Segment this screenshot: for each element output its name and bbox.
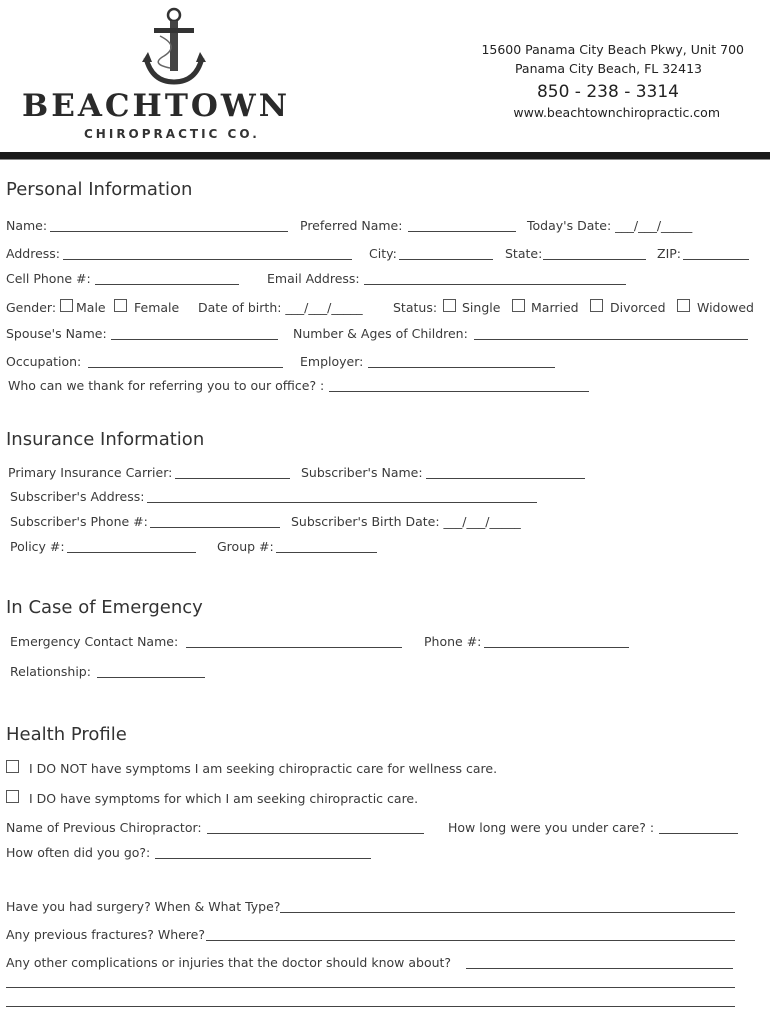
- section-title-personal: Personal Information: [6, 179, 193, 200]
- insurance-carrier-label: Primary Insurance Carrier:: [8, 465, 173, 480]
- subscriber-name-field[interactable]: [426, 478, 585, 479]
- subscriber-address-field[interactable]: [147, 502, 537, 503]
- symptoms-checkbox[interactable]: [6, 790, 19, 803]
- todays-date-field[interactable]: Today's Date: ___/___/_____: [527, 218, 693, 233]
- relationship-label: Relationship:: [10, 664, 91, 679]
- header-divider-thin: [0, 159, 770, 160]
- clinic-address-line1: 15600 Panama City Beach Pkwy, Unit 700: [481, 42, 744, 57]
- cell-phone-label: Cell Phone #:: [6, 271, 91, 286]
- policy-field[interactable]: [67, 552, 196, 553]
- previous-chiropractor-label: Name of Previous Chiropractor:: [6, 820, 202, 835]
- no-symptoms-checkbox[interactable]: [6, 760, 19, 773]
- care-duration-label: How long were you under care? :: [448, 820, 655, 835]
- gender-female-checkbox[interactable]: [114, 299, 127, 312]
- gender-label: Gender:: [6, 300, 57, 315]
- status-single-checkbox[interactable]: [443, 299, 456, 312]
- policy-label: Policy #:: [10, 539, 65, 554]
- gender-female-label: Female: [134, 300, 180, 315]
- status-widowed-label: Widowed: [697, 300, 754, 315]
- preferred-name-label: Preferred Name:: [300, 218, 403, 233]
- gender-male-checkbox[interactable]: [60, 299, 73, 312]
- status-married-checkbox[interactable]: [512, 299, 525, 312]
- zip-field[interactable]: [683, 259, 749, 260]
- employer-label: Employer:: [300, 354, 364, 369]
- employer-field[interactable]: [368, 367, 555, 368]
- surgery-field[interactable]: [280, 912, 735, 913]
- visit-frequency-field[interactable]: [155, 858, 371, 859]
- group-field[interactable]: [276, 552, 377, 553]
- gender-male-label: Male: [76, 300, 106, 315]
- status-divorced-label: Divorced: [610, 300, 666, 315]
- status-married-label: Married: [531, 300, 579, 315]
- status-label: Status:: [393, 300, 438, 315]
- complications-field-line2[interactable]: [6, 987, 735, 988]
- address-field[interactable]: [63, 259, 352, 260]
- status-widowed-checkbox[interactable]: [677, 299, 690, 312]
- occupation-field[interactable]: [88, 367, 283, 368]
- preferred-name-field[interactable]: [408, 231, 516, 232]
- clinic-phone: 850 - 238 - 3314: [536, 82, 679, 102]
- complications-field[interactable]: [466, 968, 733, 969]
- subscriber-birth-date-field[interactable]: Subscriber's Birth Date: ___/___/_____: [291, 514, 521, 529]
- spouse-name-field[interactable]: [111, 339, 278, 340]
- clinic-address-line2: Panama City Beach, FL 32413: [514, 61, 702, 76]
- section-title-health: Health Profile: [6, 724, 127, 745]
- state-field[interactable]: [543, 259, 646, 260]
- emergency-contact-label: Emergency Contact Name:: [10, 634, 179, 649]
- symptoms-label: I DO have symptoms for which I am seeking chiropractic care.: [29, 791, 419, 806]
- emergency-phone-label: Phone #:: [424, 634, 482, 649]
- referral-label: Who can we thank for referring you to our office? :: [8, 378, 325, 393]
- name-label: Name:: [6, 218, 48, 233]
- subscriber-phone-label: Subscriber's Phone #:: [10, 514, 148, 529]
- emergency-phone-field[interactable]: [484, 647, 629, 648]
- subscriber-phone-field[interactable]: [150, 527, 280, 528]
- logo-wordmark: BEACHTOWN: [22, 88, 291, 124]
- care-duration-field[interactable]: [659, 833, 738, 834]
- anchor-logo-icon: [140, 6, 210, 88]
- subscriber-name-label: Subscriber's Name:: [301, 465, 423, 480]
- fractures-field[interactable]: [206, 940, 735, 941]
- occupation-label: Occupation:: [6, 354, 82, 369]
- city-label: City:: [369, 246, 397, 261]
- cell-phone-field[interactable]: [95, 284, 239, 285]
- name-field[interactable]: [50, 231, 288, 232]
- address-label: Address:: [6, 246, 60, 261]
- email-label: Email Address:: [267, 271, 360, 286]
- complications-field-line3[interactable]: [6, 1006, 735, 1007]
- children-field[interactable]: [474, 339, 748, 340]
- spouse-name-label: Spouse's Name:: [6, 326, 107, 341]
- visit-frequency-label: How often did you go?:: [6, 845, 151, 860]
- insurance-carrier-field[interactable]: [175, 478, 290, 479]
- previous-chiropractor-field[interactable]: [207, 833, 424, 834]
- state-label: State:: [505, 246, 543, 261]
- zip-label: ZIP:: [657, 246, 681, 261]
- referral-field[interactable]: [329, 391, 589, 392]
- email-field[interactable]: [364, 284, 626, 285]
- clinic-website[interactable]: www.beachtownchiropractic.com: [513, 105, 720, 120]
- surgery-label: Have you had surgery? When & What Type?: [6, 899, 281, 914]
- emergency-contact-field[interactable]: [186, 647, 402, 648]
- status-single-label: Single: [462, 300, 501, 315]
- date-of-birth-field[interactable]: Date of birth: ___/___/_____: [198, 300, 363, 315]
- complications-label: Any other complications or injuries that the doctor should know about?: [6, 955, 452, 970]
- city-field[interactable]: [399, 259, 493, 260]
- section-title-insurance: Insurance Information: [6, 429, 205, 450]
- status-divorced-checkbox[interactable]: [590, 299, 603, 312]
- no-symptoms-label: I DO NOT have symptoms I am seeking chiropractic care for wellness care.: [29, 761, 498, 776]
- logo-subtitle: CHIROPRACTIC CO.: [84, 127, 260, 141]
- group-label: Group #:: [217, 539, 274, 554]
- header-divider: [0, 152, 770, 159]
- relationship-field[interactable]: [97, 677, 205, 678]
- children-label: Number & Ages of Children:: [293, 326, 468, 341]
- fractures-label: Any previous fractures? Where?: [6, 927, 205, 942]
- section-title-emergency: In Case of Emergency: [6, 597, 203, 618]
- subscriber-address-label: Subscriber's Address:: [10, 489, 145, 504]
